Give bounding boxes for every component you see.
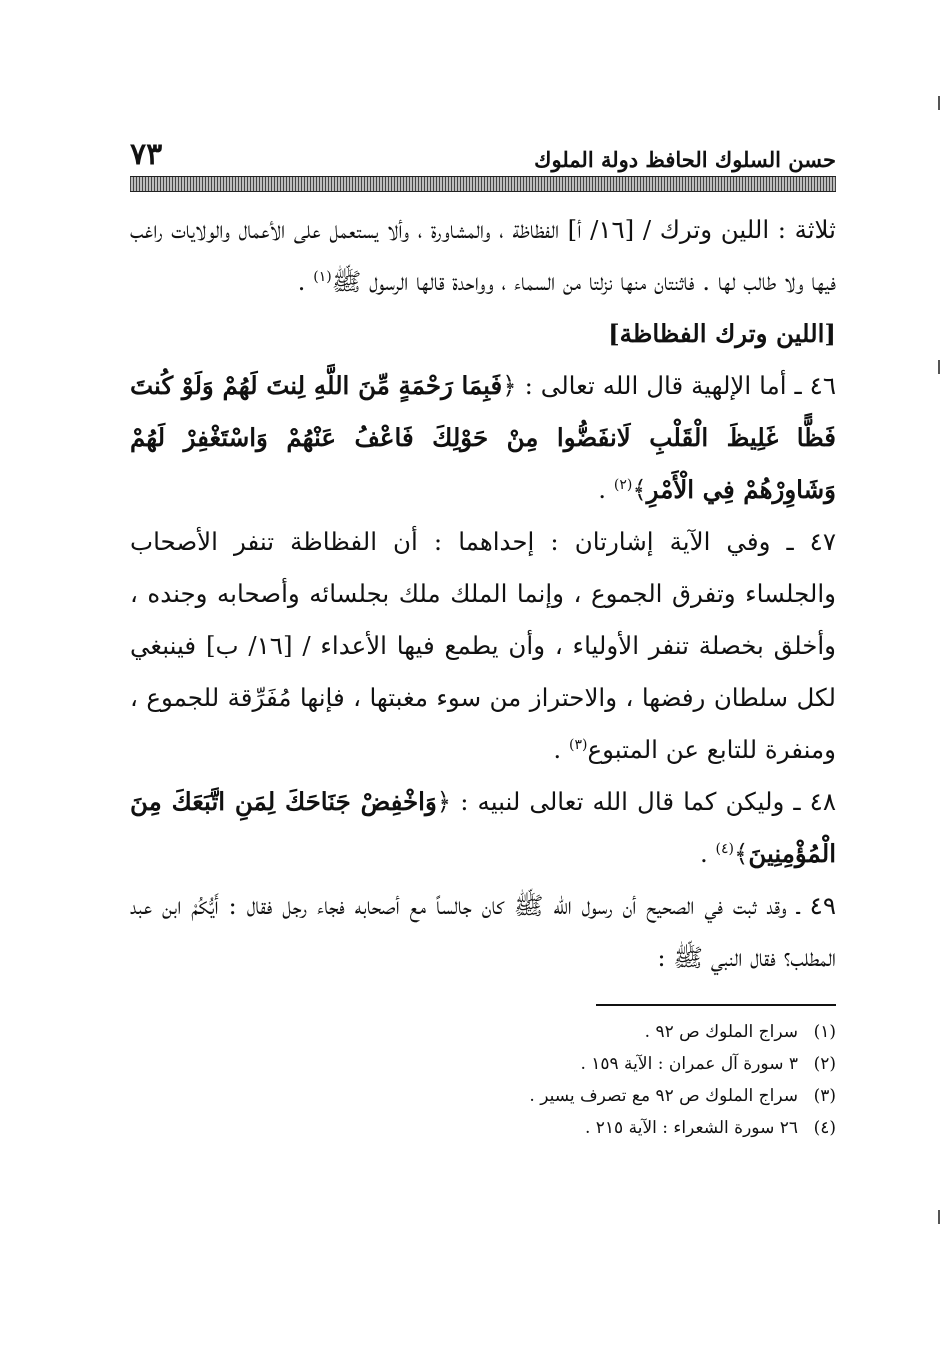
footnote-number: (٢) (813, 1054, 836, 1074)
quran-verse-215: وَاخْفِضْ جَنَاحَكَ لِمَنِ اتَّبَعَكَ مِنَ الْمُؤْمِنِينَ (130, 787, 836, 868)
footnote-item (130, 1016, 836, 1048)
section-heading: [اللين وترك الفظاظة] (608, 319, 836, 348)
running-title: حسن السلوك الحافظ دولة الملوك (534, 147, 836, 172)
page-number: ٧٣ (130, 137, 163, 172)
footnote-number: (٣) (813, 1086, 836, 1106)
footnote-number: (١) (813, 1022, 836, 1042)
quran-close-bracket: ﴾ (632, 475, 647, 504)
quran-close-bracket: ﴾ (733, 839, 749, 868)
footnote-ref-1: (١) (313, 268, 332, 285)
footnote-ref-2: (٢) (613, 476, 633, 493)
footnote-item (130, 1048, 836, 1080)
paragraph-46: ٤٦ ـ أما الإلهية قال الله تعالى : ﴿فَبِمَا رَحْمَةٍ مِّنَ اللَّهِ لِنتَ لَهُمْ وَلَوْ كُنتَ فَظًّا غَلِيظَ الْقَلْبِ لَانفَضُّوا مِنْ حَوْلِكَ فَاعْفُ عَنْهُمْ وَاسْتَغْفِرْ لَهُمْ وَشَاوِرْهُمْ فِي الْأَمْرِ﴾$^{(٢)}$ . (130, 371, 836, 504)
footnote-number: (٤) (813, 1118, 836, 1138)
footnote-item (130, 1112, 836, 1144)
paragraph-49: ٤٩ ـ وقد ثبت في الصحيح أن رسول الله ﷺ كان جالساً مع أصحابه فجاء رجل فقال : أَيُّكُمْ ابن عبد المطلب؟ فقال النبي ﷺ : (130, 891, 836, 972)
footnote-text: سراج الملوك ص ٩٢ مع تصرف يسير . (529, 1086, 798, 1106)
footnote-item (130, 1080, 836, 1112)
book-page (130, 130, 836, 1144)
footnote-ref-4: (٤) (715, 840, 734, 857)
footnotes (130, 1016, 836, 1144)
main-text (130, 204, 836, 984)
quran-verse-159: فَبِمَا رَحْمَةٍ مِّنَ اللَّهِ لِنتَ لَهُمْ وَلَوْ كُنتَ فَظًّا غَلِيظَ الْقَلْبِ لَانفَضُّوا مِنْ حَوْلِكَ فَاعْفُ عَنْهُمْ وَاسْتَغْفِرْ لَهُمْ وَشَاوِرْهُمْ فِي الْأَمْرِ (130, 371, 836, 504)
page-header (130, 130, 836, 172)
paragraph-48: ٤٨ ـ وليكن كما قال الله تعالى لنبيه : ﴿وَاخْفِضْ جَنَاحَكَ لِمَنِ اتَّبَعَكَ مِنَ الْمُؤْمِنِينَ﴾$^{(٤)}$ . (130, 787, 836, 868)
margin-tick (938, 360, 940, 374)
margin-tick (938, 96, 940, 110)
paragraph-47: ٤٧ ـ وفي الآية إشارتان : إحداهما : أن الفظاظة تنفر الأصحاب والجلساء وتفرق الجموع ، وإنما الملك ملك بجلسائه وأصحابه وجنده ، وأخلق بخصلة تنفر الأولياء ، وأن يطمع فيها الأعداء / [١٦/ ب] فينبغي لكل سلطان رفضها ، والاحتراز من سوء مغبتها ، فإنها مُفَرِّقة للجموع ، ومنفرة للتابع عن المتبوع$^{(٣)}$ . (130, 527, 837, 764)
footnote-text: ٣ سورة آل عمران : الآية ١٥٩ . (580, 1054, 798, 1074)
quran-open-bracket: ﴿ (502, 371, 517, 400)
paragraph-intro: ثلاثة : اللين وترك / [١٦/ أ] الفظاظة ، والمشاورة ، وألا يستعمل على الأعمال والولايات راغب فيها ولا طالب لها . فاثنتان منها نزلتا من السماء ، وواحدة قالها الرسول ﷺ$^{(١)}$ . (130, 215, 836, 296)
quran-open-bracket: ﴿ (436, 787, 452, 816)
margin-tick (938, 1210, 940, 1224)
header-rule (130, 176, 836, 192)
footnote-ref-3: (٣) (569, 736, 588, 753)
footnote-text: سراج الملوك ص ٩٢ . (644, 1022, 798, 1042)
footnote-text: ٢٦ سورة الشعراء : الآية ٢١٥ . (584, 1118, 798, 1138)
footnote-rule (596, 1004, 836, 1006)
